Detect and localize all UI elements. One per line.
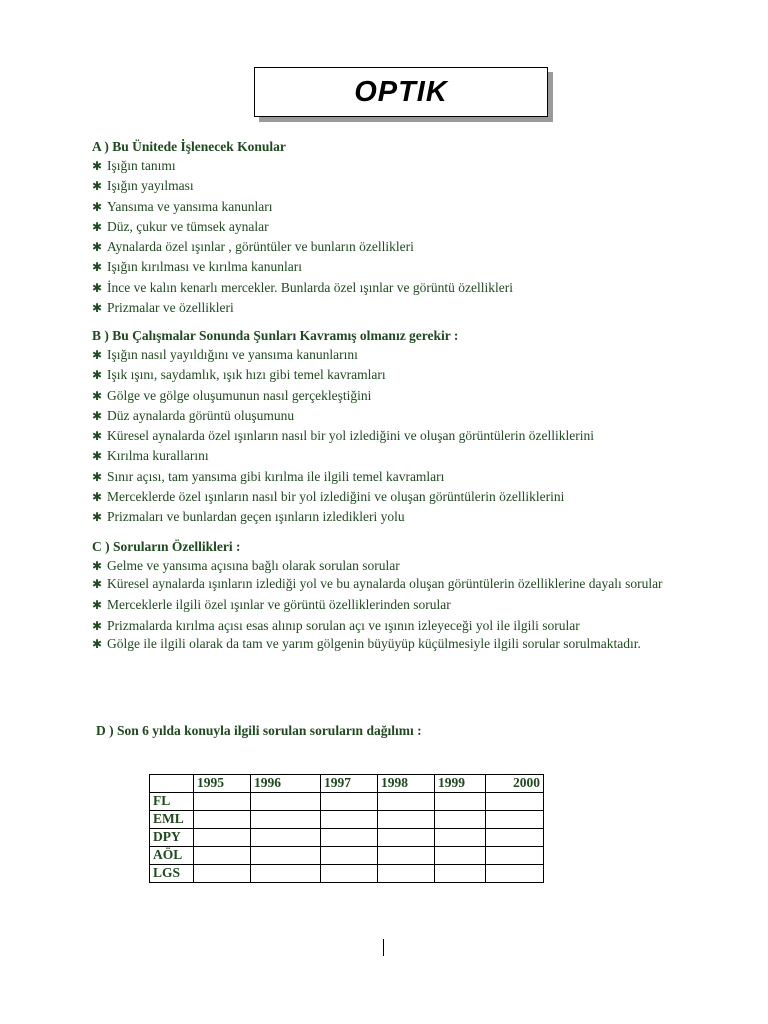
table-cell (321, 829, 378, 847)
list-item: ✱ Gölge ile ilgili olarak da tam ve yarım gölgenin büyüyüp küçülmesiyle ilgili sorular sorulmaktadır. (92, 635, 641, 651)
table-cell (378, 793, 435, 811)
list-item: ✱ Işığın nasıl yayıldığını ve yansıma kanunlarını (92, 345, 692, 365)
year-header: 1995 (194, 775, 251, 793)
title-box (254, 67, 548, 117)
table-cell (435, 829, 486, 847)
star-bullet-icon: ✱ (92, 449, 103, 464)
star-bullet-icon: ✱ (92, 598, 103, 613)
list-item: ✱ Merceklerle ilgili özel ışınlar ve görüntü özelliklerinden sorular (92, 595, 692, 615)
table-cell (251, 811, 321, 829)
table-header-row (150, 775, 544, 793)
table-cell (378, 811, 435, 829)
star-bullet-icon: ✱ (92, 301, 103, 316)
table-cell (486, 793, 544, 811)
table-cell (486, 811, 544, 829)
section-c-heading: C ) Soruların Özellikleri : (92, 539, 241, 554)
year-header: 2000 (486, 775, 544, 793)
table-row (150, 829, 544, 847)
row-label: DPY (150, 829, 194, 847)
star-bullet-icon: ✱ (92, 490, 103, 505)
star-bullet-icon: ✱ (92, 429, 103, 444)
list-item: ✱ Prizmaları ve bunlardan geçen ışınların izledikleri yolu (92, 507, 692, 527)
section-a-heading: A ) Bu Ünitede İşlenecek Konular (92, 139, 286, 154)
section-d-heading: D ) Son 6 yılda konuyla ilgili sorulan soruların dağılımı : (96, 723, 422, 738)
list-item: ✱ Yansıma ve yansıma kanunları (92, 197, 692, 217)
section-goals (92, 326, 692, 528)
star-bullet-icon: ✱ (92, 618, 103, 633)
list-item: ✱ Düz, çukur ve tümsek aynalar (92, 217, 692, 237)
list-item: ✱ Işığın tanımı (92, 156, 692, 176)
table-cell (486, 847, 544, 865)
star-bullet-icon: ✱ (92, 636, 103, 651)
table-cell (251, 829, 321, 847)
text-cursor (383, 939, 384, 956)
table-row (150, 793, 544, 811)
table-cell (251, 865, 321, 883)
star-bullet-icon: ✱ (92, 348, 103, 362)
list-item: ✱ Aynalarda özel ışınlar , görüntüler ve bunların özellikleri (92, 237, 692, 257)
list-item: ✱ Merceklerde özel ışınların nasıl bir yol izlediğini ve oluşan görüntülerin özelliklerini (92, 487, 692, 507)
table-cell (194, 847, 251, 865)
list-item: ✱ Düz aynalarda görüntü oluşumunu (92, 406, 692, 426)
star-bullet-icon: ✱ (92, 219, 103, 234)
page-title: OPTIK (354, 75, 448, 108)
table-row (150, 865, 544, 883)
row-label: FL (150, 793, 194, 811)
list-item: ✱ Küresel aynalarda özel ışınların nasıl bir yol izlediğini ve oluşan görüntülerin özelliklerini (92, 426, 692, 446)
list-item: ✱ Işık ışını, saydamlık, ışık hızı gibi temel kavramları (92, 365, 692, 385)
table-cell (321, 847, 378, 865)
star-bullet-icon: ✱ (92, 510, 103, 525)
star-bullet-icon: ✱ (92, 280, 103, 295)
list-item: ✱ Gölge ve gölge oluşumunun nasıl gerçekleştiğini (92, 386, 692, 406)
star-bullet-icon: ✱ (92, 559, 103, 573)
table-cell (194, 793, 251, 811)
list-item: ✱ Işığın kırılması ve kırılma kanunları (92, 257, 692, 277)
section-distribution (96, 721, 696, 740)
table-cell (486, 865, 544, 883)
table-cell (321, 793, 378, 811)
table-cell (378, 865, 435, 883)
table-cell (321, 811, 378, 829)
list-item: ✱ Işığın yayılması (92, 176, 692, 196)
table-cell (194, 829, 251, 847)
star-bullet-icon: ✱ (92, 577, 103, 592)
star-bullet-icon: ✱ (92, 388, 103, 403)
list-item: ✱ Küresel aynalarda ışınların izlediği yol ve bu aynalarda oluşan görüntülerin özelliklerine dayalı sorular (92, 576, 663, 592)
year-header: 1998 (378, 775, 435, 793)
table-cell (251, 793, 321, 811)
star-bullet-icon: ✱ (92, 260, 103, 275)
year-header: 1999 (435, 775, 486, 793)
row-label: AÖL (150, 847, 194, 865)
star-bullet-icon: ✱ (92, 469, 103, 484)
table-cell (435, 865, 486, 883)
table-cell (378, 829, 435, 847)
table-cell (435, 793, 486, 811)
table-cell (194, 865, 251, 883)
star-bullet-icon: ✱ (92, 408, 103, 423)
year-header: 1996 (251, 775, 321, 793)
star-bullet-icon: ✱ (92, 240, 103, 255)
table-cell (194, 811, 251, 829)
table-cell (486, 829, 544, 847)
list-item: ✱ Sınır açısı, tam yansıma gibi kırılma ile ilgili temel kavramları (92, 467, 692, 487)
table-row (150, 811, 544, 829)
distribution-table (149, 774, 544, 883)
row-label: EML (150, 811, 194, 829)
table-cell (435, 847, 486, 865)
section-topics (92, 137, 692, 318)
star-bullet-icon: ✱ (92, 159, 103, 173)
table-row (150, 847, 544, 865)
row-label: LGS (150, 865, 194, 883)
table-cell (251, 847, 321, 865)
table-cell (435, 811, 486, 829)
list-item: ✱ Kırılma kurallarını (92, 446, 692, 466)
section-b-heading: B ) Bu Çalışmalar Sonunda Şunları Kavramış olmanız gerekir : (92, 328, 459, 343)
list-item: ✱ Gelme ve yansıma açısına bağlı olarak sorulan sorular (92, 556, 692, 576)
star-bullet-icon: ✱ (92, 199, 103, 214)
table-cell (321, 865, 378, 883)
year-header: 1997 (321, 775, 378, 793)
list-item: ✱ Prizmalar ve özellikleri (92, 298, 692, 318)
list-item: ✱ Prizmalarda kırılma açısı esas alınıp sorulan açı ve ışının izleyeceği yol ile ilgili sorular (92, 616, 692, 636)
list-item: ✱ İnce ve kalın kenarlı mercekler. Bunlarda özel ışınlar ve görüntü özellikleri (92, 278, 692, 298)
star-bullet-icon: ✱ (92, 179, 103, 194)
section-question-features (92, 537, 692, 655)
table-cell (378, 847, 435, 865)
table-corner-cell (150, 775, 194, 793)
star-bullet-icon: ✱ (92, 368, 103, 383)
